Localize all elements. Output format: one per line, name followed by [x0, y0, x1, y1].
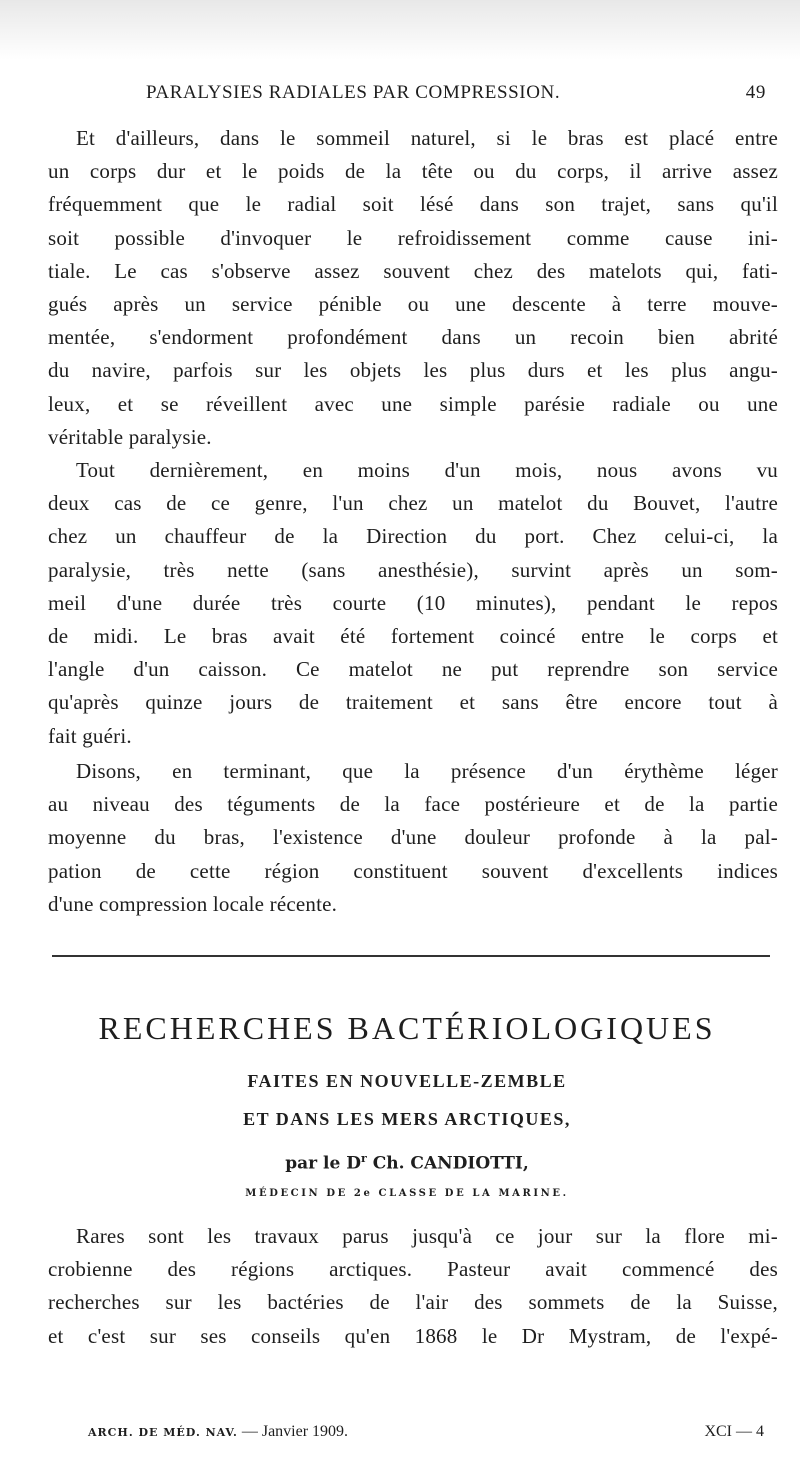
- text-line: deux cas de ce genre, l'un chez un matelot du Bouvet, l'autre: [48, 491, 778, 516]
- text-line: d'une compression locale récente.: [48, 891, 338, 916]
- text-line: gués après un service pénible ou une descente à terre mouve-: [48, 292, 778, 317]
- text-line: recherches sur les bactéries de l'air des sommets de la Suisse,: [48, 1290, 778, 1315]
- text-line: mentée, s'endorment profondément dans un recoin bien abrité: [48, 325, 778, 350]
- text-line: Rares sont les travaux parus jusqu'à ce jour sur la flore mi-: [76, 1224, 778, 1248]
- text-line: Tout dernièrement, en moins d'un mois, nous avons vu: [76, 458, 778, 482]
- text-line: au niveau des téguments de la face postérieure et de la partie: [48, 792, 778, 817]
- text-line: du navire, parfois sur les objets les plus durs et les plus angu-: [48, 358, 778, 383]
- text-line: fait guéri.: [48, 723, 132, 748]
- article-subtitle-1: FAITES EN NOUVELLE-ZEMBLE: [247, 1071, 567, 1091]
- text-line: paralysie, très nette (sans anesthésie), survint après un som-: [48, 557, 778, 582]
- section-divider: [52, 955, 770, 957]
- author-line: [48, 1152, 766, 1174]
- author-sup: r: [360, 1152, 367, 1165]
- footer-citation: [88, 1423, 348, 1441]
- paragraph-4: [48, 1220, 778, 1353]
- text-line: fréquemment que le radial soit lésé dans son trajet, sans qu'il: [48, 192, 778, 217]
- footer-volume: XCI — 4: [704, 1423, 764, 1440]
- footer-date: — Janvier 1909.: [241, 1423, 349, 1440]
- text-line: meil d'une durée très courte (10 minutes), pendant le repos: [48, 590, 778, 615]
- text-line: et c'est sur ses conseils qu'en 1868 le Dr Mystram, de l'expé-: [48, 1323, 778, 1348]
- author-prefix: par le D: [285, 1153, 361, 1174]
- running-head-title: PARALYSIES RADIALES PAR COMPRESSION.: [146, 82, 561, 103]
- text-line: soit possible d'invoquer le refroidissement comme cause ini-: [48, 225, 778, 250]
- article-subtitle-2: ET DANS LES MERS ARCTIQUES,: [243, 1109, 571, 1129]
- text-line: chez un chauffeur de la Direction du port. Chez celui-ci, la: [48, 524, 778, 549]
- text-line: pation de cette région constituent souvent d'excellents indices: [48, 858, 778, 883]
- page-number: 49: [745, 82, 766, 103]
- paragraph-2: [48, 454, 778, 753]
- article-title: RECHERCHES BACTÉRIOLOGIQUES: [98, 1010, 716, 1046]
- text-line: Et d'ailleurs, dans le sommeil naturel, si le bras est placé entre: [76, 126, 778, 150]
- text-line: leux, et se réveillent avec une simple parésie radiale ou une: [48, 391, 778, 416]
- paragraph-3: [48, 755, 778, 921]
- text-line: tiale. Le cas s'observe assez souvent chez des matelots qui, fati-: [48, 258, 778, 283]
- text-line: Disons, en terminant, que la présence d'un érythème léger: [76, 759, 778, 783]
- text-line: véritable paralysie.: [48, 424, 212, 449]
- footer-journal: ARCH. DE MÉD. NAV.: [88, 1426, 238, 1439]
- text-line: qu'après quinze jours de traitement et sans être encore tout à: [48, 690, 778, 715]
- text-line: de midi. Le bras avait été fortement coincé entre le corps et: [48, 624, 778, 649]
- text-line: un corps dur et le poids de la tête ou du corps, il arrive assez: [48, 159, 778, 184]
- scan-shadow: [0, 0, 800, 60]
- paragraph-1: [48, 122, 778, 454]
- author-name: Ch. CANDIOTTI,: [372, 1153, 529, 1174]
- text-line: crobienne des régions arctiques. Pasteur avait commencé des: [48, 1257, 778, 1282]
- author-rank: MÉDECIN DE 2e CLASSE DE LA MARINE.: [245, 1188, 569, 1199]
- text-line: l'angle d'un caisson. Ce matelot ne put reprendre son service: [48, 657, 778, 682]
- text-line: moyenne du bras, l'existence d'une douleur profonde à la pal-: [48, 825, 778, 850]
